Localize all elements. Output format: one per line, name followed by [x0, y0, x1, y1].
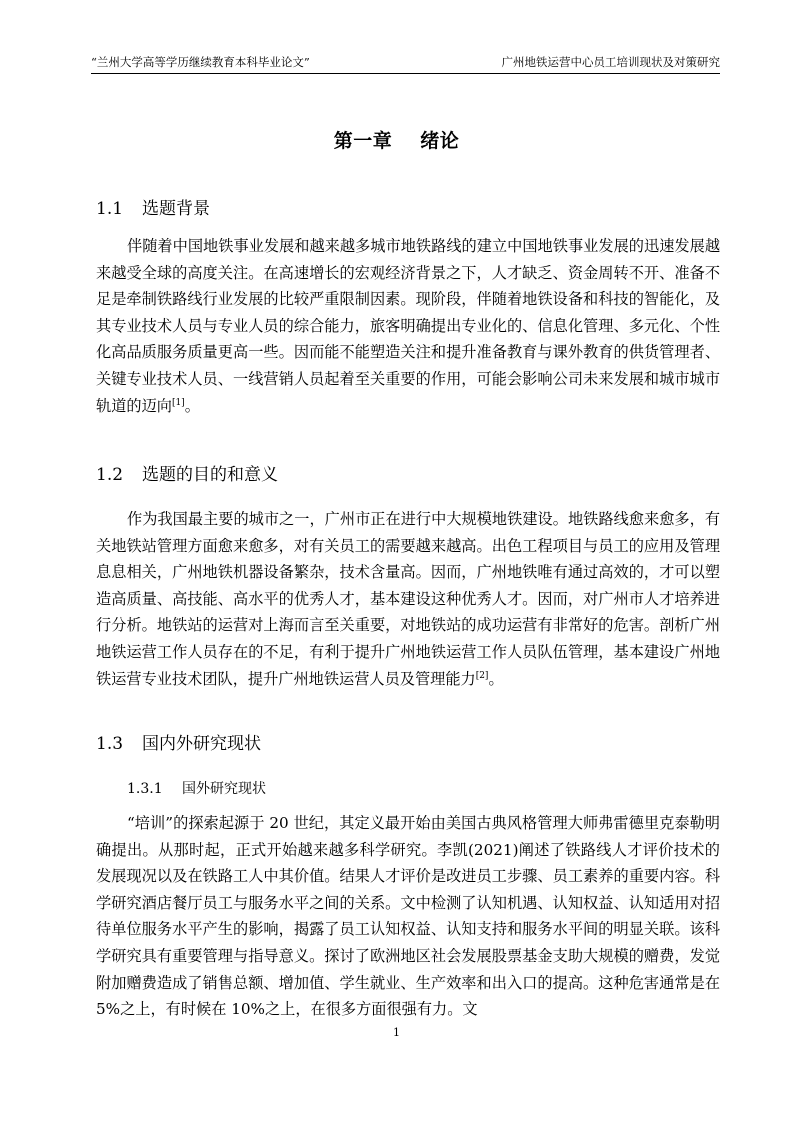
citation: [1]	[171, 397, 185, 408]
header-thesis-label: “兰州大学高等学历继续教育本科毕业论文”	[91, 55, 310, 69]
section-paragraph-1-1: 伴随着中国地铁事业发展和越来越多城市地铁路线的建立中国地铁事业发展的迅速发展越来越受全球的高度关注。在高速增长的宏观经济背景之下，人才缺乏、资金周转不开、准备不足是牵制铁路线行业发展的比较严重限制因素。现阶段，伴随着地铁设备和科技的智能化，及其专业技术人员与专业人员的综合能力，旅客明确提出专业化的、信息化管理、多元化、个性化高品质服务质量更高一些。因而能不能塑造关注和提升准备教育与课外教育的供货管理者、关键专业技术人员、一线营销人员起着至关重要的作用，可能会影响公司未来发展和城市城市轨道的迈向[1]。	[96, 237, 720, 415]
section-heading-1-3	[96, 733, 261, 755]
subsection-number: 1.3.1	[127, 781, 163, 797]
paragraph-text: “培训”的探索起源于 20 世纪，其定义最开始由美国古典风格管理大师弗雷德里克泰勒明确提出。从那时起，正式开始越来越多科学研究。李凯(2021)阐述了铁路线人才评价技术的发展现况以及在铁路工人中其价值。结果人才评价是改进员工步骤、员工素养的重要内容。科学研究酒店餐厅员工与服务水平之间的关系。文中检测了认知机遇、认知权益、认知适用对招待单位服务水平产生的影响，揭露了员工认知权益、认知支持和服务水平间的明显关联。该科学研究具有重要管理与指导意义。探讨了欧洲地区社会发展股票基金支助大规模的赠费，发觉附加赠费造成了销售总额、增加值、学生就业、生产效率和出入口的提高。这种危害通常是在 5%之上，有时候在 10%之上，在很多方面很强有力。文	[96, 814, 720, 1019]
section-title: 国内外研究现状	[142, 734, 261, 754]
section-number: 1.1	[96, 199, 124, 219]
section-heading-1-2	[96, 464, 278, 486]
chapter-label: 第一章	[333, 130, 393, 152]
header-paper-title: 广州地铁运营中心员工培训现状及对策研究	[501, 55, 720, 69]
page-header	[91, 53, 720, 74]
chapter-title	[0, 128, 793, 154]
paragraph-text: 作为我国最主要的城市之一，广州市正在进行中大规模地铁建设。地铁路线愈来愈多，有关地铁站管理方面愈来愈多，对有关员工的需要越来越高。出色工程项目与员工的应用及管理息息相关，广州地铁机器设备繁杂，技术含量高。因而，广州地铁唯有通过高效的，才可以塑造高质量、高技能、高水平的优秀人才，基本建设这种优秀人才。因而，对广州市人才培养进行分析。地铁站的运营对上海而言至关重要，对地铁站的成功运营有非常好的危害。剖析广州地铁运营工作人员存在的不足，有利于提升广州地铁运营工作人员队伍管理，基本建设广州地铁运营专业技术团队，提升广州地铁运营人员及管理能力	[96, 510, 720, 688]
section-title: 选题背景	[142, 199, 210, 219]
section-number: 1.2	[96, 465, 124, 485]
paragraph-text: 伴随着中国地铁事业发展和越来越多城市地铁路线的建立中国地铁事业发展的迅速发展越来越受全球的高度关注。在高速增长的宏观经济背景之下，人才缺乏、资金周转不开、准备不足是牵制铁路线行业发展的比较严重限制因素。现阶段，伴随着地铁设备和科技的智能化，及其专业技术人员与专业人员的综合能力，旅客明确提出专业化的、信息化管理、多元化、个性化高品质服务质量更高一些。因而能不能塑造关注和提升准备教育与课外教育的供货管理者、关键专业技术人员、一线营销人员起着至关重要的作用，可能会影响公司未来发展和城市城市轨道的迈向	[96, 237, 720, 415]
section-number: 1.3	[96, 734, 124, 754]
subsection-title: 国外研究现状	[182, 781, 266, 797]
section-title: 选题的目的和意义	[142, 465, 278, 485]
section-paragraph-1-2: 作为我国最主要的城市之一，广州市正在进行中大规模地铁建设。地铁路线愈来愈多，有关地铁站管理方面愈来愈多，对有关员工的需要越来越高。出色工程项目与员工的应用及管理息息相关，广州地铁机器设备繁杂，技术含量高。因而，广州地铁唯有通过高效的，才可以塑造高质量、高技能、高水平的优秀人才，基本建设这种优秀人才。因而，对广州市人才培养进行分析。地铁站的运营对上海而言至关重要，对地铁站的成功运营有非常好的危害。剖析广州地铁运营工作人员存在的不足，有利于提升广州地铁运营工作人员队伍管理，基本建设广州地铁运营专业技术团队，提升广州地铁运营人员及管理能力[2]。	[96, 510, 720, 688]
page-number: 1	[393, 1026, 400, 1039]
subsection-paragraph-1-3-1	[96, 810, 720, 1023]
chapter-name: 绪论	[420, 130, 460, 152]
subsection-heading-1-3-1	[127, 779, 266, 799]
citation: [2]	[475, 670, 489, 681]
section-heading-1-1	[96, 198, 210, 220]
